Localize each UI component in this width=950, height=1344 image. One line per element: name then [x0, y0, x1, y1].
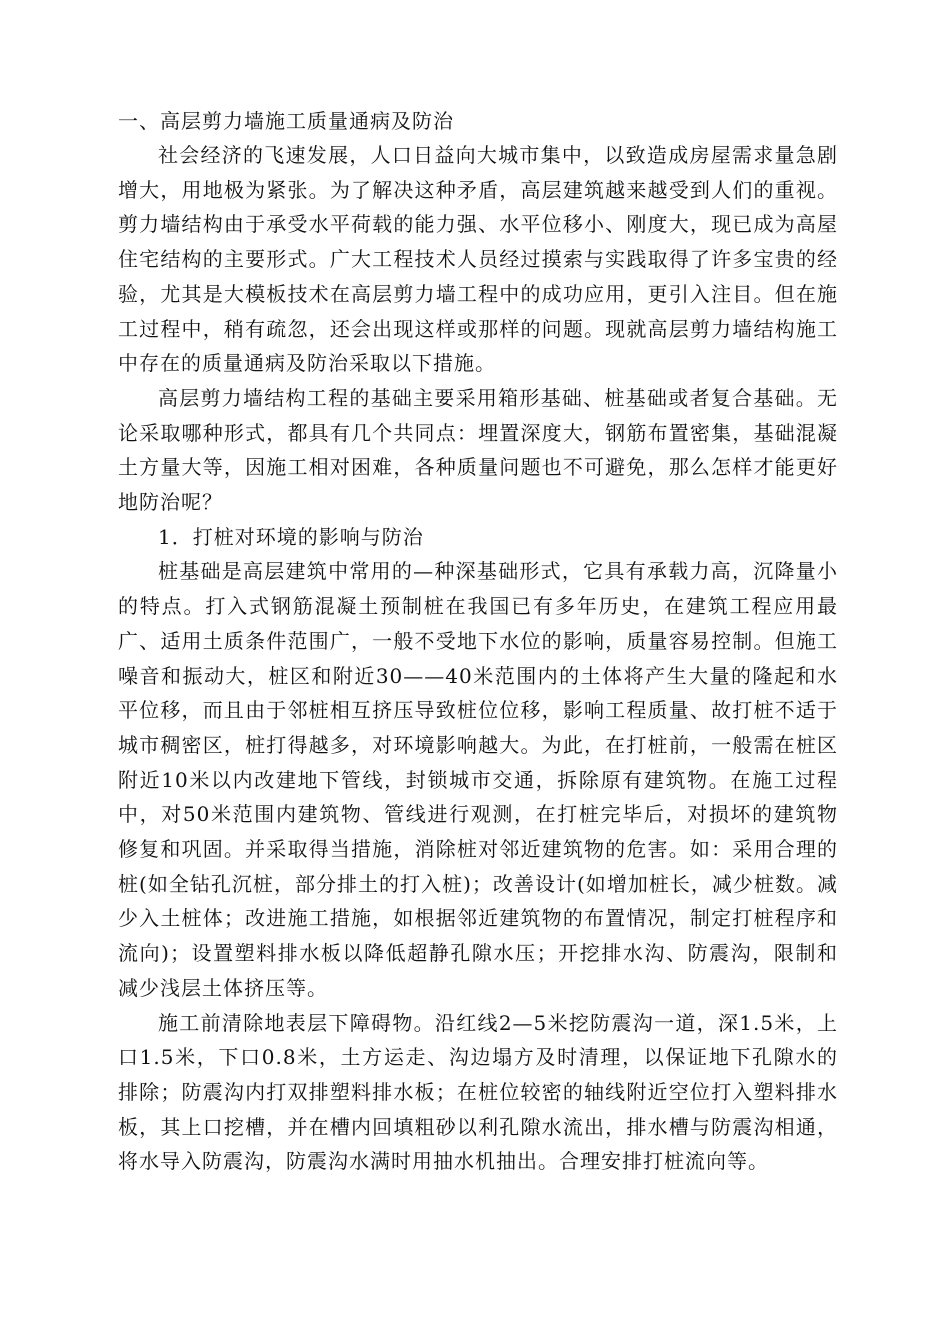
- paragraph-foundation: 高层剪力墙结构工程的基础主要采用箱形基础、桩基础或者复合基础。无论采取哪种形式，都具有几个共同点：埋置深度大，钢筋布置密集，基础混凝土方量大等，因施工相对困难，各种质量问题也不可避免，那么怎样才能更好地防治呢？: [118, 385, 838, 515]
- subsection-title: 1．打桩对环境的影响与防治: [158, 524, 424, 549]
- document-body: [118, 104, 838, 1179]
- paragraph-intro: 社会经济的飞速发展，人口日益向大城市集中，以致造成房屋需求量急剧增大，用地极为紧张。为了解决这种矛盾，高层建筑越来越受到人们的重视。剪力墙结构由于承受水平荷载的能力强、水平位移小、刚度大，现已成为高屋住宅结构的主要形式。广大工程技术人员经过摸索与实践取得了许多宝贵的经验，尤其是大模板技术在高层剪力墙工程中的成功应用，更引入注目。但在施工过程中，稍有疏忽，还会出现这样或那样的问题。现就高层剪力墙结构施工中存在的质量通病及防治采取以下措施。: [118, 143, 838, 376]
- section-title: 一、高层剪力墙施工质量通病及防治: [118, 109, 454, 133]
- paragraph-construction-measures: 施工前清除地表层下障碍物。沿红线2—5米挖防震沟一道，深1.5米，上口1.5米，下口0.8米，土方运走、沟边塌方及时清理，以保证地下孔隙水的排除；防震沟内打双排塑料排水板；在桩位较密的轴线附近空位打入塑料排水板，其上口挖槽，并在槽内回填粗砂以利孔隙水流出，排水槽与防震沟相通，将水导入防震沟，防震沟水满时用抽水机抽出。合理安排打桩流向等。: [118, 1010, 838, 1174]
- paragraph-piling-impact: 桩基础是高层建筑中常用的—种深基础形式，它具有承载力高，沉降量小的特点。打入式钢筋混凝土预制桩在我国已有多年历史，在建筑工程应用最广、适用土质条件范围广，一般不受地下水位的影响，质量容易控制。但施工噪音和振动大，桩区和附近30——40米范围内的土体将产生大量的隆起和水平位移，而且由于邻桩相互挤压导致桩位位移，影响工程质量、故打桩不适于城市稠密区，桩打得越多，对环境影响越大。为此，在打桩前，一般需在桩区附近10米以内改建地下管线，封锁城市交通，拆除原有建筑物。在施工过程中，对50米范围内建筑物、管线进行观测，在打桩完毕后，对损坏的建筑物修复和巩固。并采取得当措施，消除桩对邻近建筑物的危害。如：采用合理的桩(如全钻孔沉桩，部分排土的打入桩)；改善设计(如增加桩长，减少桩数。减少入土桩体；改进施工措施，如根据邻近建筑物的布置情况，制定打桩程序和流向)；设置塑料排水板以降低超静孔隙水压；开挖排水沟、防震沟，限制和减少浅层土体挤压等。: [118, 559, 838, 1000]
